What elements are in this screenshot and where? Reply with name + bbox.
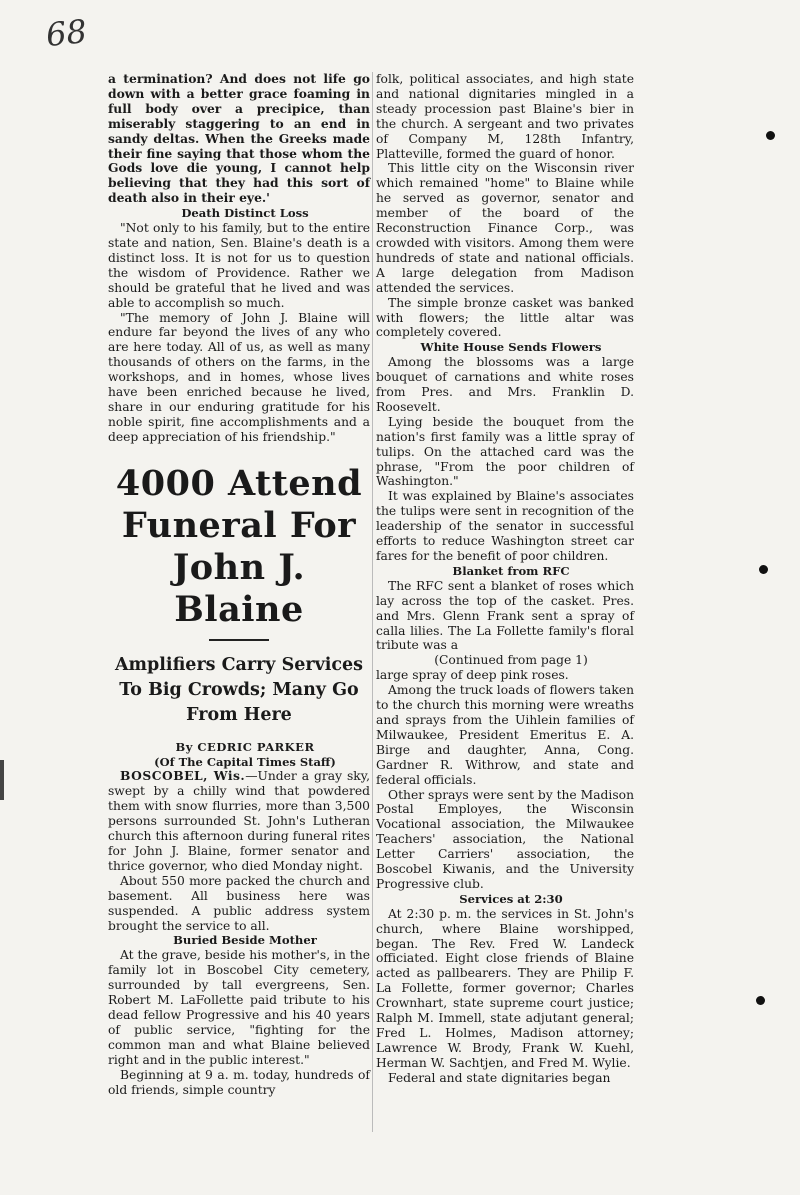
subhead-blanket-rfc: Blanket from RFC <box>452 563 570 578</box>
lead-paragraph <box>108 769 370 873</box>
headline-line: Funeral For <box>121 504 357 546</box>
paragraph: large spray of deep pink roses. <box>376 668 569 683</box>
headline-line: 4000 Attend <box>115 462 363 504</box>
paragraph: Federal and state dignitaries began <box>388 1070 611 1085</box>
punch-hole-top <box>766 131 775 140</box>
headline-line: John J. Blaine <box>172 546 306 630</box>
paragraph: "The memory of John J. Blaine will endure far beyond the lives of any who are here today. All of us, as well as many thousands of others on the farms, in the workshops, and in homes, whose lives have been enriched because he lived, share in our enduring gratitude for his noble spirit, fine accomplishments and a deep appreciation of his friendship." <box>108 310 370 444</box>
lead-text: —Under a gray sky, swept by a chilly wind that powdered them with snow flurries, more than 3,500 persons surrounded St. John's Lutheran church this afternoon during funeral rites for John J. Blaine, former senator and thrice governor, who died Monday night. <box>108 769 370 873</box>
paragraph: Among the truck loads of flowers taken to the church this morning were wreaths and sprays from the Uihlein families of Milwaukee, President Emeritus E. A. Birge and daughter, Anna, Cong. Gardner R. Withrow, and state and federal officials. <box>376 683 634 787</box>
deck-headline: Amplifiers Carry Services To Big Crowds; Many Go From Here <box>114 654 364 725</box>
paragraph: At the grave, beside his mother's, in the family lot in Boscobel City cemetery, surrounded by tall evergreens, Sen. Robert M. LaFollette paid tribute to his dead fellow Progressive and his 40 years of public service, "fighting for the common man and what Blaine believed right and in the public interest." <box>108 948 370 1067</box>
subhead-death-distinct-loss: Death Distinct Loss <box>181 206 309 221</box>
punch-hole-bottom <box>756 996 765 1005</box>
page-number: 68 <box>44 11 89 55</box>
column-divider <box>372 72 373 1132</box>
byline: By CEDRIC PARKER <box>175 739 315 754</box>
subhead-services: Services at 2:30 <box>459 891 563 906</box>
paragraph: Other sprays were sent by the Madison Postal Employes, the Wisconsin Vocational association, the Milwaukee Teachers' association, the National Letter Carriers' association, the Boscobel Kiwanis, and the University Progressive club. <box>376 787 634 891</box>
paragraph: The RFC sent a blanket of roses which lay across the top of the casket. Pres. and Mrs. Glenn Frank sent a spray of calla lilies. The La Follette family's floral tribute was a <box>376 578 634 653</box>
paragraph: The simple bronze casket was banked with flowers; the little altar was completely covered. <box>376 295 634 340</box>
paragraph: This little city on the Wisconsin river which remained "home" to Blaine while he served as governor, senator and member of the board of the Reconstruction Finance Corp., was crowded with visitors. Among them were hundreds of state and national officials. A large delegation from Madison attended the services. <box>376 161 634 295</box>
paragraph: Beginning at 9 a. m. today, hundreds of old friends, simple country <box>108 1067 370 1097</box>
paragraph: About 550 more packed the church and basement. All business here was suspended. A public address system brought the service to all. <box>108 873 370 933</box>
paragraph: Among the blossoms was a large bouquet of carnations and white roses from Pres. and Mrs. Franklin D. Roosevelt. <box>376 355 634 414</box>
quote-continuation: a termination? And does not life go down with a better grace foaming in full body over a precipice, than miserably staggering to an end in sandy deltas. When the Greeks made their fine saying that those whom the Gods love die young, I cannot help believing that they had this sort of death also in their eye.' <box>108 71 370 206</box>
byline-staff: (Of The Capital Times Staff) <box>154 754 336 769</box>
subhead-white-house: White House Sends Flowers <box>420 340 602 355</box>
punch-hole-middle <box>759 565 768 574</box>
paragraph: folk, political associates, and high state and national dignitaries mingled in a steady procession past Blaine's bier in the church. A sergeant and two privates of Company M, 128th Infantry, Platteville, formed the guard of honor. <box>376 72 634 161</box>
right-column <box>376 72 634 1086</box>
paragraph: Lying beside the bouquet from the nation's first family was a little spray of tulips. On the attached card was the phrase, "From the poor children of Washington." <box>376 414 634 489</box>
dateline: BOSCOBEL, Wis. <box>120 768 246 784</box>
headline <box>108 463 370 631</box>
paragraph: "Not only to his family, but to the entire state and nation, Sen. Blaine's death is a distinct loss. It is not for us to question the wisdom of Providence. Rather we should be grateful that he lived and was able to accomplish so much. <box>108 221 370 310</box>
continued-note: (Continued from page 1) <box>434 653 588 668</box>
subhead-buried-beside-mother: Buried Beside Mother <box>173 933 317 948</box>
paragraph: It was explained by Blaine's associates the tulips were sent in recognition of the leadership of the senator in successful efforts to reduce Washington street car fares for the benefit of poor children. <box>376 489 634 563</box>
headline-rule <box>209 639 269 641</box>
paragraph: At 2:30 p. m. the services in St. John's church, where Blaine worshipped, began. The Rev. Fred W. Landeck officiated. Eight close friends of Blaine acted as pallbearers. They are Philip F. La Follette, former governor; Charles Crownhart, state supreme court justice; Ralph M. Immell, state adjutant general; Fred L. Holmes, Madison attorney; Lawrence W. Brody, Frank W. Kuehl, Herman W. Sachtjen, and Fred M. Wylie. <box>376 906 634 1070</box>
edge-mark <box>0 760 4 800</box>
left-column <box>108 72 370 1097</box>
